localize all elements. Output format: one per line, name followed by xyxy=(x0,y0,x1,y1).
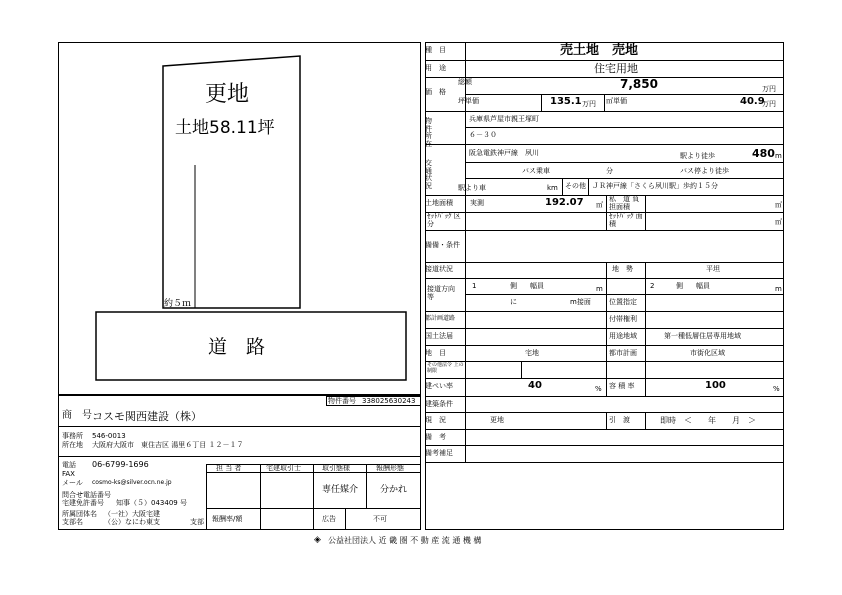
col-line xyxy=(521,361,522,378)
mode-value: 専任媒介 xyxy=(322,485,359,495)
current-value: 更地 xyxy=(490,416,504,424)
land-cat-label: 地 目 xyxy=(425,349,446,357)
city-plan-label: 都計画道路 xyxy=(425,315,456,322)
delivery-value: 即時 ＜ 年 月 ＞ xyxy=(660,416,756,425)
walk-unit: m xyxy=(775,152,782,160)
col-line xyxy=(606,412,607,429)
row-line xyxy=(425,60,784,61)
land-area-label: 土地面積 xyxy=(425,199,453,207)
line-name: 阪急電鉄神戸線 夙川 xyxy=(469,149,539,157)
road-side-2: 側 xyxy=(676,282,683,290)
mail: cosmo-ks@silver.ocn.ne.jp xyxy=(92,479,172,486)
property-no-label: 物件番号 xyxy=(328,397,356,405)
station-km: 駅より車 xyxy=(458,184,486,192)
tsubo-price: 135.1 xyxy=(550,96,582,107)
other-label: その他 xyxy=(565,182,586,190)
row-line xyxy=(465,294,784,295)
row-line xyxy=(425,396,784,397)
use-label: 用 途 xyxy=(425,64,446,72)
inquiry-label: 問合せ電話番号 xyxy=(62,491,111,499)
tsubo-price-label: 坪単価 xyxy=(458,97,479,105)
notes2-label: 備考補足 xyxy=(425,449,453,457)
row-line xyxy=(425,429,784,430)
terrain-value: 平坦 xyxy=(706,265,720,273)
row-line xyxy=(425,230,784,231)
row-line xyxy=(425,361,784,362)
road-status-label: 接道状況 xyxy=(425,265,453,273)
current-label: 現 況 xyxy=(425,416,446,424)
license-label: 宅建免許番号 xyxy=(62,499,104,507)
bcr-label: 建ぺい率 xyxy=(425,382,453,390)
row-line xyxy=(425,195,784,196)
col-line xyxy=(606,195,607,230)
address-label: 所在地 xyxy=(62,441,83,449)
staff-head: 担 当 者 xyxy=(216,464,242,472)
branch-suffix: 支部 xyxy=(190,518,204,526)
tsubo-unit: 万円 xyxy=(582,100,596,108)
city-plan2-label: 都市計画 xyxy=(609,349,637,357)
land-area-unit: ㎡ xyxy=(596,201,603,209)
walk-label: 駅より徒歩 xyxy=(680,152,715,160)
address-line1: 兵庫県芦屋市親王塚町 xyxy=(469,115,539,123)
branch: （公）なにわ東支 xyxy=(104,518,160,526)
m2-price-label: ㎡単価 xyxy=(606,97,627,105)
remarks-label: 備備・条件 xyxy=(425,241,460,249)
road-width: 約５ｍ xyxy=(164,299,192,309)
land-law-label: 国土法届 xyxy=(425,332,453,340)
row-line xyxy=(425,262,784,263)
fee-head: 報酬形態 xyxy=(376,464,404,472)
row-line xyxy=(425,278,784,279)
broker-head: 宅建取引士 xyxy=(266,464,301,472)
far-value: 100 xyxy=(705,380,726,391)
position-label: 位置指定 xyxy=(609,298,637,306)
land-area-sub: 実測 xyxy=(470,199,484,207)
org-label: 所属団体名 xyxy=(62,510,97,518)
type-value: 売土地 売地 xyxy=(560,43,639,58)
land-area: 192.07 xyxy=(545,197,584,208)
row-line xyxy=(425,144,784,145)
price-sub: 総額 xyxy=(458,78,472,86)
fax-label: FAX xyxy=(62,470,75,478)
col-line xyxy=(645,262,646,396)
road-side-1: 側 xyxy=(510,282,517,290)
license: 知事（５）043409 号 xyxy=(116,499,187,507)
row-line xyxy=(465,94,784,95)
tel: 06-6799-1696 xyxy=(92,460,149,469)
fee-value: 分かれ xyxy=(380,485,408,495)
org: （一社）大阪宅建 xyxy=(104,510,160,518)
road-m-2: m xyxy=(775,285,782,293)
row-line xyxy=(425,462,784,463)
row-line xyxy=(465,178,784,179)
other-charge-label: 付帯権利 xyxy=(609,315,637,323)
km-unit: km xyxy=(547,184,558,192)
road-m-1: m xyxy=(596,285,603,293)
delivery-label: 引 渡 xyxy=(609,416,630,424)
road-width-label-2: 幅員 xyxy=(696,282,710,290)
branch-label: 支部名 xyxy=(62,518,83,526)
row-line xyxy=(425,328,784,329)
city-plan2-value: 市街化区域 xyxy=(690,349,725,357)
use-value: 住宅用地 xyxy=(594,62,638,75)
row-line xyxy=(425,345,784,346)
row-line xyxy=(425,111,784,112)
col-line xyxy=(588,178,589,195)
row-line xyxy=(425,378,784,379)
address-line2: ６－３０ xyxy=(469,131,497,139)
setback-unit: ㎡ xyxy=(775,218,782,226)
road-2: 2 xyxy=(650,282,655,290)
zone-label: 用途地域 xyxy=(609,332,637,340)
deal-vline-4 xyxy=(345,508,346,530)
road-width-label-1: 幅員 xyxy=(530,282,544,290)
row-line xyxy=(465,162,784,163)
deal-vline-1 xyxy=(260,464,261,508)
other-value: ＪＲ神戸線「さくら夙川駅」歩約１５分 xyxy=(592,182,718,190)
deal-vline-5 xyxy=(260,508,261,530)
ad-label: 広告 xyxy=(322,515,336,523)
road-contact: m接面 xyxy=(570,298,591,306)
row-line xyxy=(425,412,784,413)
m2-price: 40.9 xyxy=(740,96,765,107)
location-label: 物 件 所 在 xyxy=(425,117,439,149)
road-dir-label: 接道方向 等 xyxy=(427,285,455,302)
bus-walk-label: バス停より徒歩 xyxy=(680,167,729,175)
address: 大阪府大阪市 東住吉区 湯里６丁目 １２－１７ xyxy=(92,441,244,449)
walk-min: 480 xyxy=(752,147,775,160)
col-line xyxy=(606,262,607,396)
ad-value: 不可 xyxy=(373,515,387,523)
row-line xyxy=(425,212,784,213)
trade-name: コスモ関西建設（株） xyxy=(92,410,202,423)
deal-vline-2 xyxy=(313,464,314,530)
price-value: 7,850 xyxy=(620,77,658,91)
road-1: 1 xyxy=(472,282,477,290)
build-cond-label: 建築条件 xyxy=(425,400,453,408)
price-unit: 万円 xyxy=(762,85,776,93)
type-label: 種 目 xyxy=(425,46,446,54)
company-divider xyxy=(58,426,421,427)
price-label: 価 格 xyxy=(425,88,446,96)
m2-unit: 万円 xyxy=(762,100,776,108)
company-divider-2 xyxy=(58,456,421,457)
row-line xyxy=(425,445,784,446)
fee-rate-label: 報酬率/額 xyxy=(212,515,243,523)
trade-name-label: 商 号 xyxy=(62,410,92,421)
other-law-label: その他法令 上の制限 xyxy=(427,362,464,374)
setback-area-label: ｾｯﾄﾊﾞｯｸ 面 積 xyxy=(609,212,650,228)
label-column-line xyxy=(465,42,466,462)
parcel-area: 土地58.11坪 xyxy=(175,118,275,138)
terrain-label: 地 勢 xyxy=(612,265,633,273)
footer-logo-icon: ◈ xyxy=(314,535,321,545)
office-postal: 546-0013 xyxy=(92,432,126,440)
private-road-unit: ㎡ xyxy=(775,201,782,209)
col-line xyxy=(645,412,646,429)
road-ni: に xyxy=(510,298,517,306)
row-line xyxy=(425,77,784,78)
tel-label: 電話 xyxy=(62,461,76,469)
far-label: 容 積 率 xyxy=(609,382,635,390)
property-no: 338025630243 xyxy=(362,397,416,405)
mail-label: メール xyxy=(62,479,83,487)
far-pct: % xyxy=(773,385,780,393)
bcr-value: 40 xyxy=(528,380,542,391)
row-line xyxy=(465,127,784,128)
col-line xyxy=(541,94,542,111)
setback-label: ｾｯﾄﾊﾞｯｸ 区 分 xyxy=(427,212,468,228)
footer-org: 公益社団法人 近 畿 圏 不 動 産 流 通 機 構 xyxy=(328,536,482,545)
traffic-label: 交 通 状 況 xyxy=(425,159,439,191)
land-cat-value: 宅地 xyxy=(525,349,539,357)
private-road-label: 私 道 負担面積 xyxy=(609,195,640,211)
notes-label: 備 考 xyxy=(425,433,446,441)
mode-head: 取引態様 xyxy=(322,464,350,472)
bus-label: バス乗車 xyxy=(522,167,550,175)
road-label: 道 路 xyxy=(208,336,266,358)
parcel-title: 更地 xyxy=(205,82,250,107)
row-line xyxy=(425,311,784,312)
office-label: 事務所 xyxy=(62,432,83,440)
col-line xyxy=(604,94,605,111)
bus-min-unit: 分 xyxy=(606,167,613,175)
deal-vline-3 xyxy=(366,464,367,508)
zone-value: 第一種低層住居専用地域 xyxy=(664,332,741,340)
bcr-pct: % xyxy=(595,385,602,393)
col-line xyxy=(562,178,563,195)
